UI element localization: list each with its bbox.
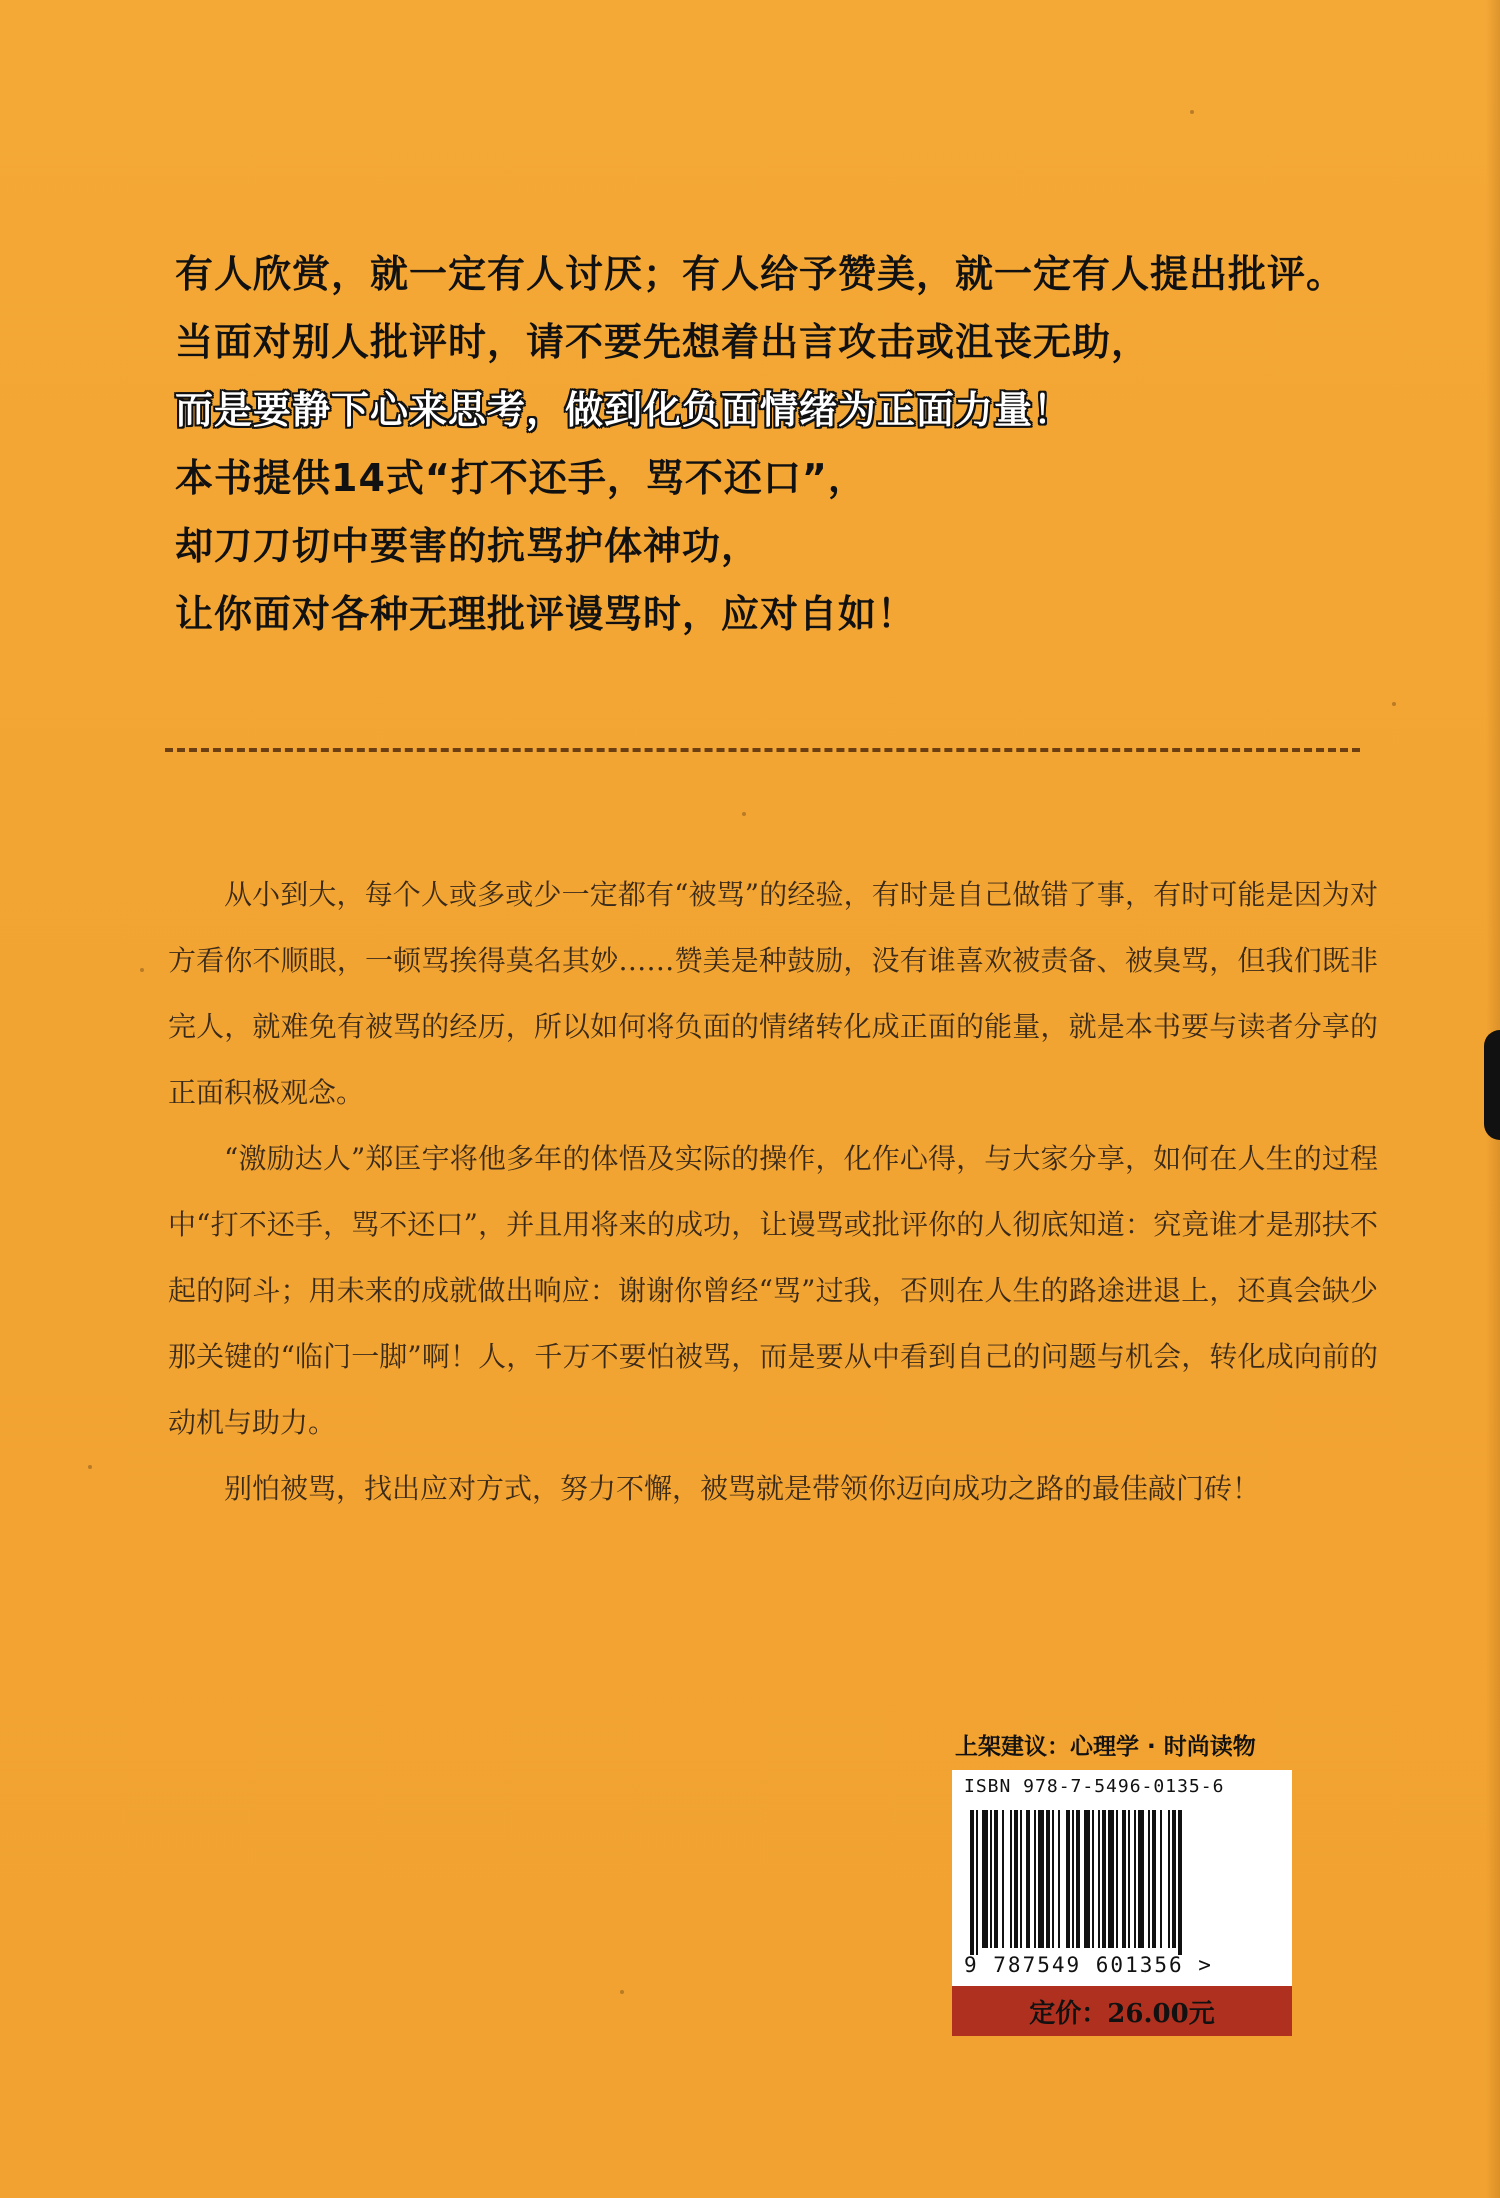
barcode-bar — [1052, 1810, 1054, 1948]
barcode-bar — [1066, 1810, 1070, 1948]
barcode-icon — [968, 1810, 1278, 1955]
price-band — [952, 1986, 1292, 2036]
barcode-bar — [1108, 1810, 1114, 1948]
barcode-digits: 9 787549 601356 > — [964, 1953, 1213, 1977]
barcode-panel — [952, 1770, 1292, 2036]
barcode-bar — [1178, 1810, 1182, 1955]
description-paragraph: “激励达人”郑匡宇将他多年的体悟及实际的操作，化作心得，与大家分享，如何在人生的过程中“打不还手，骂不还口”，并且用将来的成功，让谩骂或批评你的人彻底知道：究竟谁才是那扶不起的阿斗；用未来的成就做出响应：谢谢你曾经“骂”过我，否则在人生的路途进退上，还真会缺少那关键的“临门一脚”啊！人，千万不要怕被骂，而是要从中看到自己的问题与机会，转化成向前的动机与助力。 — [168, 1142, 1378, 1439]
barcode-bar — [1168, 1810, 1170, 1948]
slogan-line: 让你面对各种无理批评谩骂时，应对自如！ — [175, 592, 917, 636]
barcode-bar — [1148, 1810, 1150, 1948]
price-label: 定价：26.00元 — [1029, 1998, 1215, 2029]
barcode-bar — [1002, 1810, 1004, 1948]
barcode-bar — [1116, 1810, 1118, 1948]
slogan-line: 却刀刀切中要害的抗骂护体神功， — [175, 524, 761, 568]
barcode-bar — [1134, 1810, 1136, 1948]
barcode-bar — [1172, 1810, 1176, 1948]
barcode-bar — [1014, 1810, 1018, 1948]
barcode-bar — [994, 1810, 998, 1948]
barcode-bar — [1046, 1810, 1050, 1948]
barcode-bar — [1010, 1810, 1012, 1948]
barcode-bar — [1160, 1810, 1162, 1948]
barcode-bar — [1138, 1810, 1144, 1948]
slogan-line: 本书提供14式“打不还手，骂不还口”， — [175, 456, 867, 500]
description-paragraph: 别怕被骂，找出应对方式，努力不懈，被骂就是带领你迈向成功之路的最佳敲门砖！ — [224, 1472, 1261, 1505]
barcode-bar — [1038, 1810, 1044, 1948]
book-description — [168, 862, 1378, 1522]
edge-tab-mark — [1484, 1030, 1500, 1140]
barcode-bar — [1122, 1810, 1126, 1948]
barcode-bar — [1034, 1810, 1036, 1948]
barcode-bar — [970, 1810, 974, 1955]
barcode-bar — [1098, 1810, 1100, 1948]
barcode-bar — [1026, 1810, 1030, 1948]
slogan-line: 当面对别人批评时，请不要先想着出言攻击或沮丧无助， — [175, 320, 1151, 364]
barcode-bar — [1092, 1810, 1094, 1948]
barcode-bar — [1152, 1810, 1156, 1948]
barcode-bar — [990, 1810, 992, 1948]
description-paragraph: 从小到大，每个人或多或少一定都有“被骂”的经验，有时是自己做错了事，有时可能是因为对方看你不顺眼，一顿骂挨得莫名其妙……赞美是种鼓励，没有谁喜欢被责备、被臭骂，但我们既非完人，就难免有被骂的经历，所以如何将负面的情绪转化成正面的能量，就是本书要与读者分享的正面积极观念。 — [168, 878, 1378, 1109]
slogan-block — [175, 240, 1455, 648]
barcode-bar — [1076, 1810, 1080, 1948]
barcode-bar — [1072, 1810, 1074, 1948]
barcode-bar — [1084, 1810, 1090, 1948]
barcode-bar — [982, 1810, 988, 1948]
barcode-bar — [1102, 1810, 1106, 1948]
barcode-bar — [1128, 1810, 1130, 1948]
slogan-line-highlighted: 而是要静下心来思考，做到化负面情绪为正面力量！ — [175, 388, 1073, 432]
shelf-suggestion: 上架建议：心理学 · 时尚读物 — [955, 1734, 1256, 1760]
isbn-label: ISBN 978-7-5496-0135-6 — [964, 1776, 1225, 1797]
barcode-bar — [976, 1810, 978, 1955]
barcode-bar — [1020, 1810, 1022, 1948]
slogan-line: 有人欣赏，就一定有人讨厌；有人给予赞美，就一定有人提出批评。 — [175, 252, 1346, 296]
barcode-bar — [1058, 1810, 1060, 1948]
dashed-divider — [165, 748, 1360, 752]
